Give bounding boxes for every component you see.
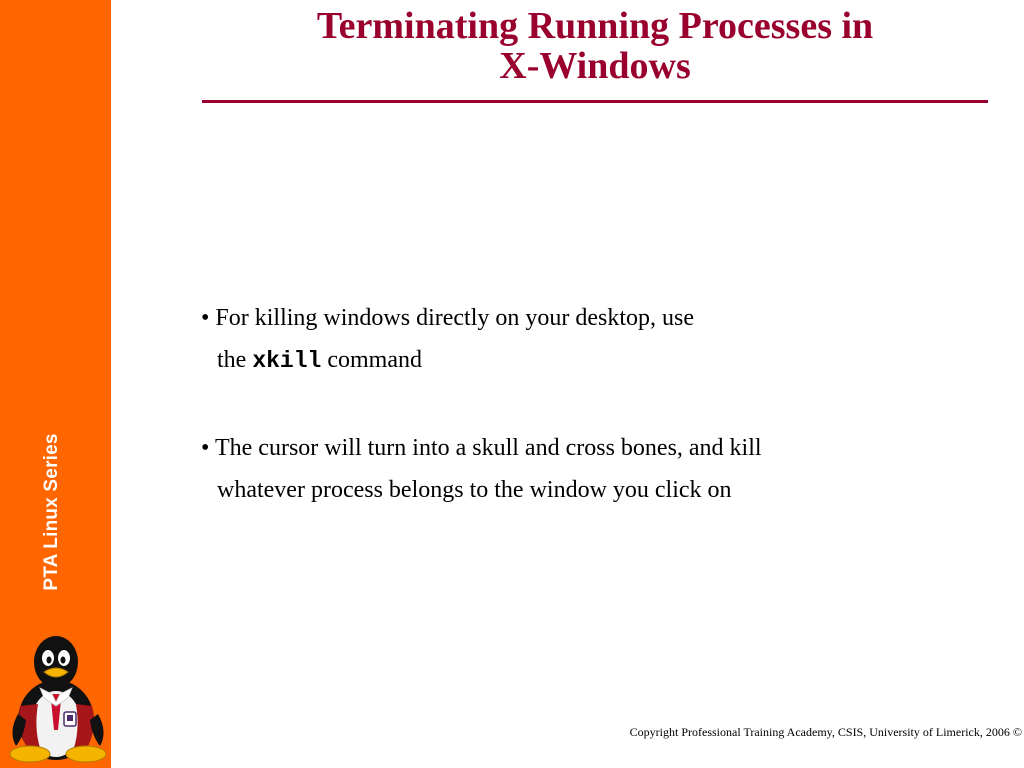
copyright-footer: Copyright Professional Training Academy, CSIS, University of Limerick, 2006 © [629, 725, 1022, 739]
bullet-item-cursor [201, 428, 1001, 512]
slide-title-line-1: Terminating Running Processes in [316, 5, 874, 47]
bullet-text: whatever process belongs to the window you click on [217, 477, 732, 503]
command-name: xkill [252, 348, 322, 374]
bullet-text: command [327, 347, 422, 373]
bullet-marker: • [201, 435, 210, 461]
bullet-item-xkill [201, 298, 1001, 382]
bullet-line [201, 468, 1001, 512]
bullet-line [201, 338, 1001, 382]
bullet-line [201, 298, 1001, 338]
tux-penguin-mascot-icon [6, 628, 110, 764]
title-underline [202, 100, 988, 103]
sidebar [0, 0, 111, 768]
bullet-spacer [201, 382, 1001, 428]
bullet-text: the [217, 347, 247, 373]
series-label: PTA Linux Series [41, 433, 62, 591]
bullet-text: The cursor will turn into a skull and cross bones, and kill [214, 435, 762, 461]
bullet-list [201, 298, 1001, 512]
bullet-marker: • [201, 305, 210, 331]
bullet-text: For killing windows directly on your desktop, use [215, 305, 695, 331]
slide-title [200, 6, 990, 86]
bullet-line [201, 428, 1001, 468]
slide-title-line-2: X-Windows [499, 45, 691, 87]
